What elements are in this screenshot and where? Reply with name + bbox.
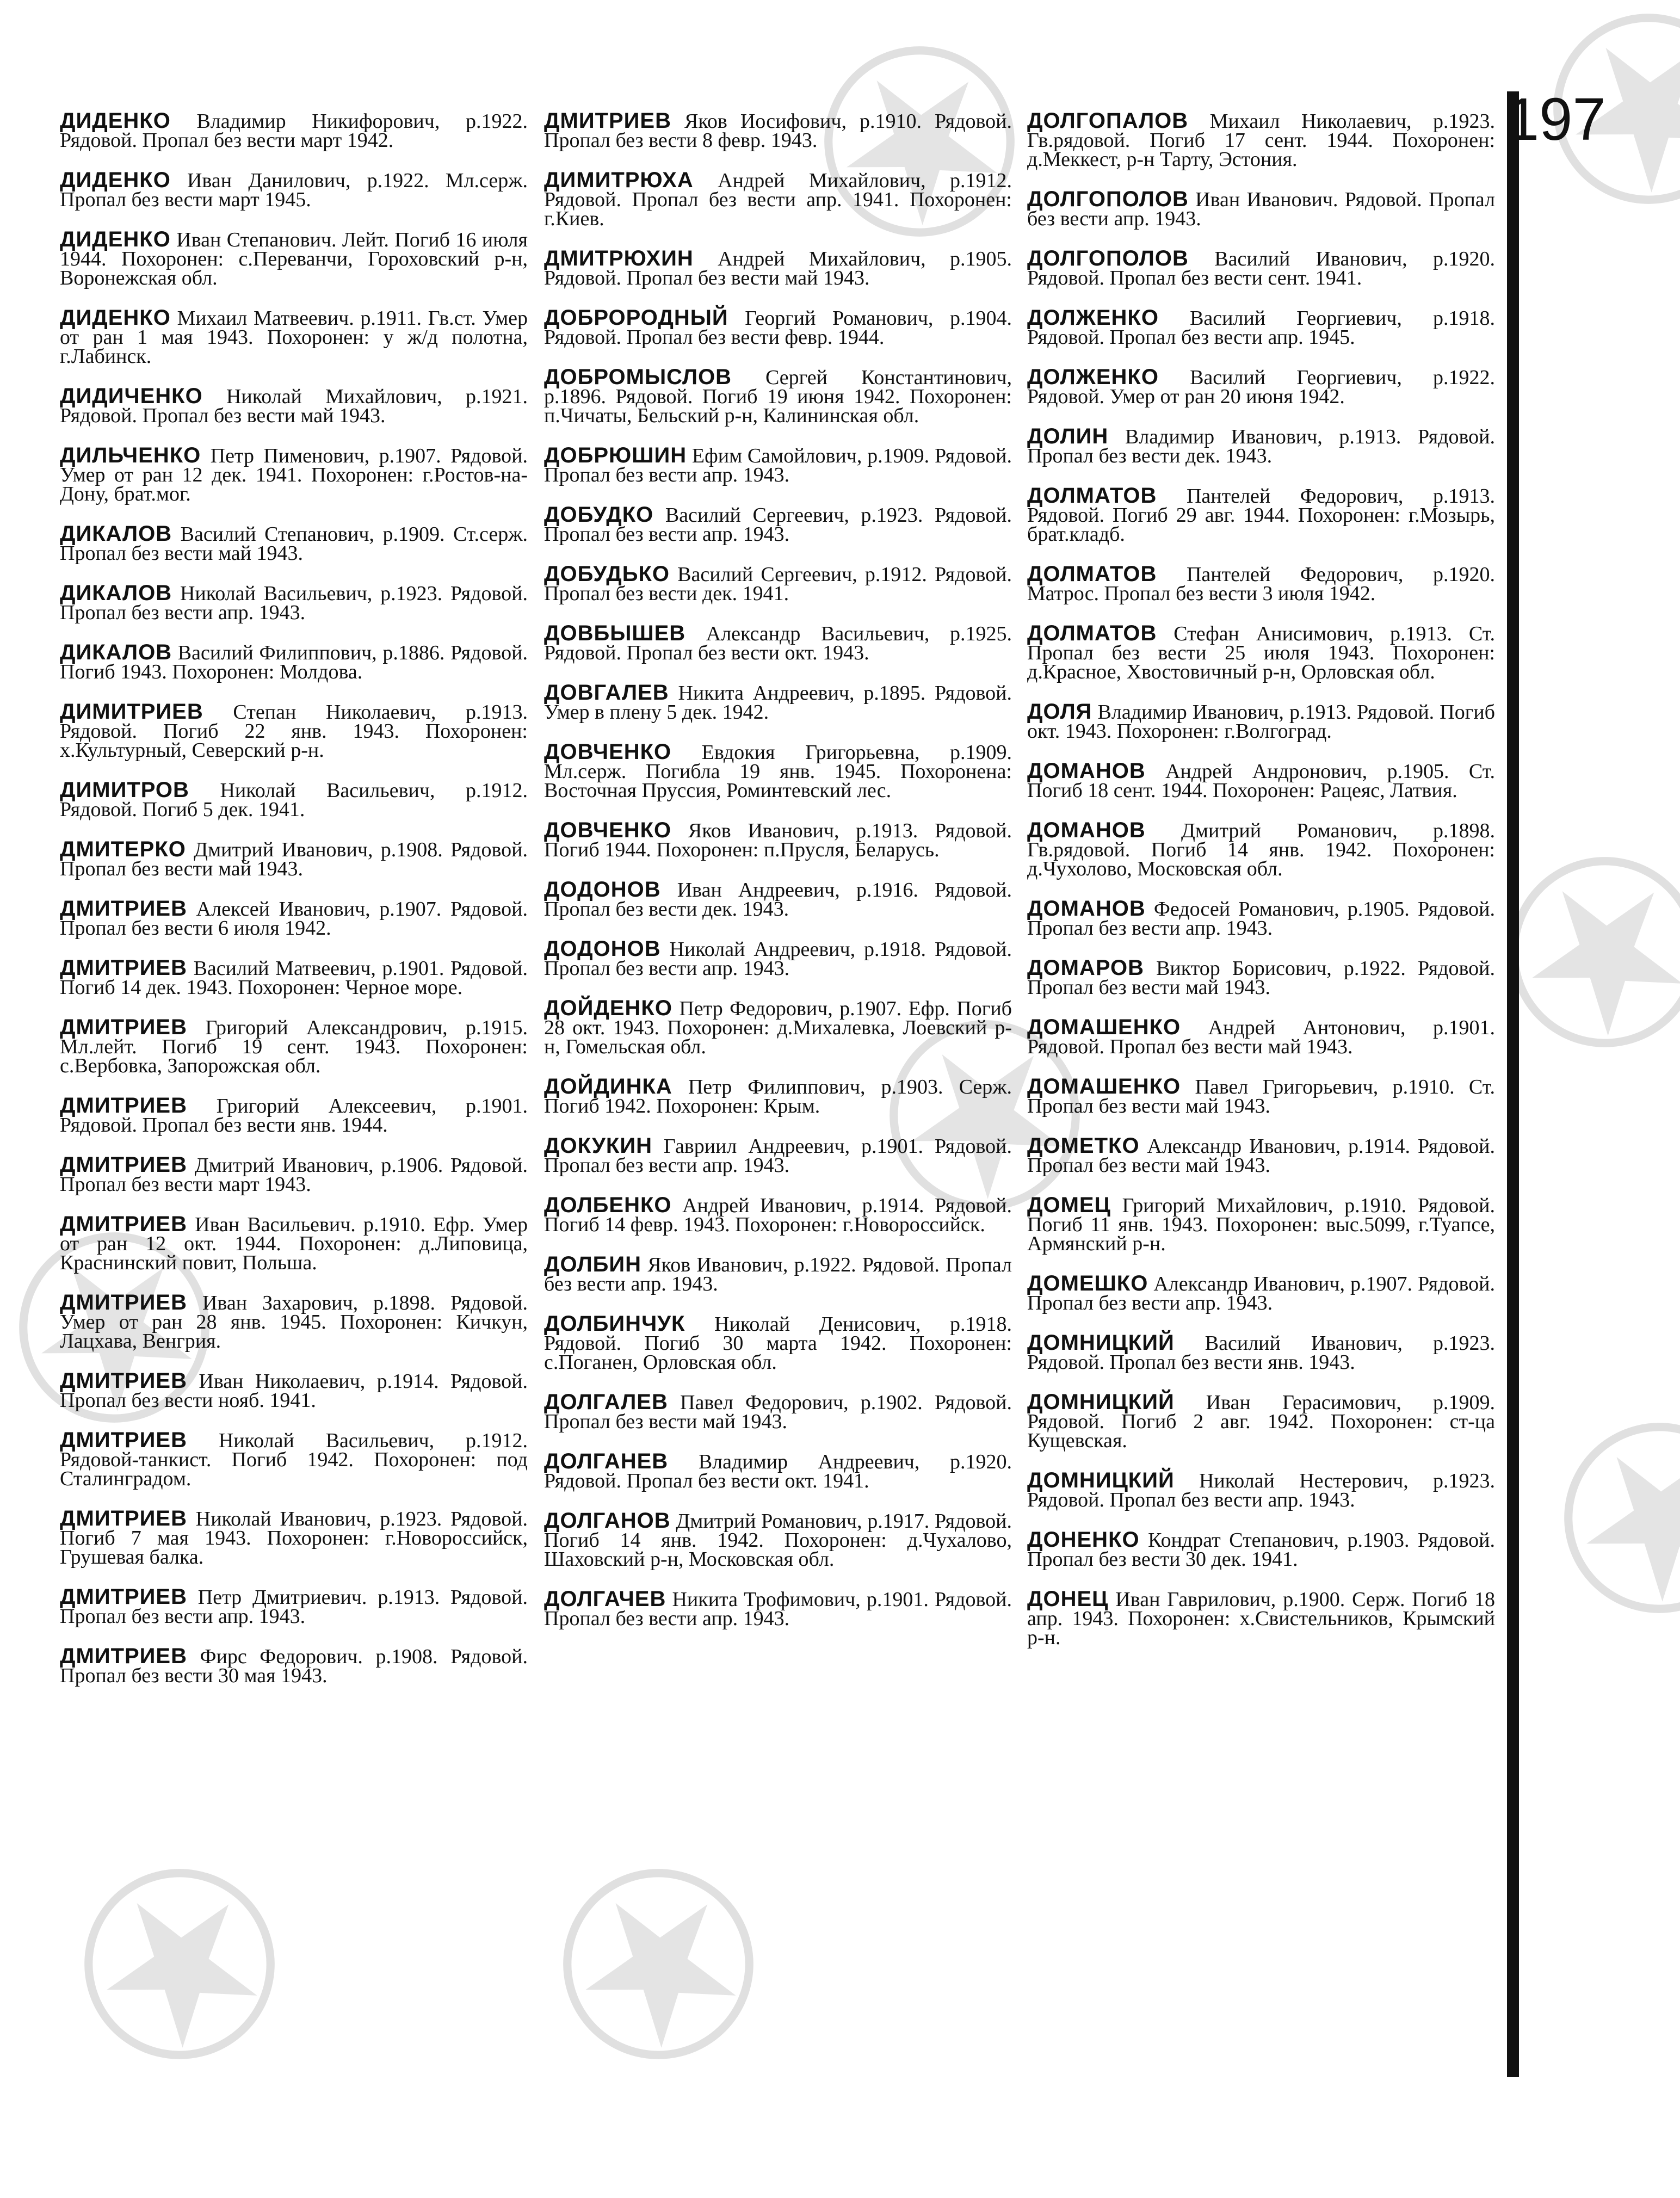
list-item xyxy=(60,524,528,563)
entry-surname: ДОЛМАТОВ xyxy=(1027,484,1157,508)
entry-surname: ДОМЕШКО xyxy=(1027,1271,1148,1295)
entry-surname: ДОВГАЛЕВ xyxy=(544,681,669,705)
list-item xyxy=(1027,1015,1495,1058)
entry-details: Дмитрий Иванович, р.1908. Рядовой. Пропал без вести май 1943. xyxy=(60,838,528,880)
entry-surname: ДОЙДЕНКО xyxy=(544,996,672,1020)
entry-surname: ДМИТРИЕВ xyxy=(60,1212,187,1236)
list-item xyxy=(60,109,528,152)
entry-surname: ДОМАНОВ xyxy=(1027,759,1146,783)
entry-surname: ДМИТРИЕВ xyxy=(60,1585,187,1609)
entry-surname: ДОМАШЕНКО xyxy=(1027,1015,1181,1039)
entry-surname: ДОМЕЦ xyxy=(1027,1193,1111,1217)
entry-details: Владимир Никифорович, р.1922. Рядовой. Пропал без вести март 1942. xyxy=(60,110,528,152)
entry-details: Николай Андреевич, р.1918. Рядовой. Пропал без вести апр. 1943. xyxy=(544,938,1012,980)
column-1 xyxy=(60,109,528,1706)
list-item xyxy=(544,168,1012,230)
entry-details: Владимир Иванович, р.1913. Рядовой. Пропал без вести дек. 1943. xyxy=(1027,425,1495,467)
entry-details: Василий Иванович, р.1923. Рядовой. Пропал без вести янв. 1943. xyxy=(1027,1332,1495,1374)
list-item xyxy=(544,1193,1012,1236)
list-item xyxy=(1027,1271,1495,1314)
entry-surname: ДМИТРИЕВ xyxy=(60,1369,187,1393)
entry-surname: ДОЛГОПОЛОВ xyxy=(1027,187,1189,211)
list-item xyxy=(544,1134,1012,1177)
list-item xyxy=(544,880,1012,919)
entry-surname: ДОВЧЕНКО xyxy=(544,818,672,842)
list-item xyxy=(544,1587,1012,1630)
entry-surname: ДОМНИЦКИЙ xyxy=(1027,1468,1175,1492)
entry-surname: ДИДЕНКО xyxy=(60,227,171,251)
entry-surname: ДОЛГОПАЛОВ xyxy=(1027,109,1189,133)
entry-surname: ДОМЕТКО xyxy=(1027,1134,1140,1158)
list-item xyxy=(544,818,1012,861)
list-item xyxy=(1027,1468,1495,1511)
list-item xyxy=(60,227,528,289)
entry-details: Андрей Антонович, р.1901. Рядовой. Пропал без вести май 1943. xyxy=(1027,1016,1495,1058)
entry-surname: ДИДЕНКО xyxy=(60,109,171,133)
entry-surname: ДОМНИЦКИЙ xyxy=(1027,1331,1175,1355)
entry-surname: ДМИТРИЕВ xyxy=(60,1153,187,1177)
list-item xyxy=(544,996,1012,1058)
entry-details: Николай Васильевич, р.1923. Рядовой. Пропал без вести апр. 1943. xyxy=(60,582,528,624)
list-item xyxy=(60,956,528,999)
list-item xyxy=(544,1252,1012,1295)
entry-surname: ДМИТРИЕВ xyxy=(60,1644,187,1668)
entry-surname: ДИКАЛОВ xyxy=(60,581,172,605)
entry-details: Петр Дмитриевич. р.1913. Рядовой. Пропал без вести апр. 1943. xyxy=(60,1586,528,1628)
entry-details: Андрей Иванович, р.1914. Рядовой. Погиб 14 февр. 1943. Похоронен: г.Новороссийск. xyxy=(544,1194,1012,1236)
list-item xyxy=(544,505,1012,544)
entry-details: Григорий Алексеевич, р.1901. Рядовой. Пропал без вести янв. 1944. xyxy=(60,1095,528,1137)
entry-surname: ДИКАЛОВ xyxy=(60,522,172,546)
entry-surname: ДИМИТРОВ xyxy=(60,778,189,802)
entry-details: Дмитрий Романович, р.1898. Гв.рядовой. Погиб 14 янв. 1942. Похоронен: д.Чухолово, Московская обл. xyxy=(1027,819,1496,880)
entry-details: Дмитрий Романович, р.1917. Рядовой. Погиб 14 янв. 1942. Похоронен: д.Чухалово, Шаховский р-н, Московская обл. xyxy=(544,1510,1012,1571)
entry-surname: ДИДИЧЕНКО xyxy=(60,384,203,408)
list-item xyxy=(544,621,1012,664)
entry-details: Андрей Андронович, р.1905. Ст. Погиб 18 сент. 1944. Похоронен: Рацеяс, Латвия. xyxy=(1027,760,1495,802)
list-item xyxy=(1027,759,1495,802)
entry-details: Андрей Михайлович, р.1912. Рядовой. Пропал без вести апр. 1941. Похоронен: г.Киев. xyxy=(544,169,1012,230)
entry-details: Яков Иосифович, р.1910. Рядовой. Пропал без вести 8 февр. 1943. xyxy=(544,110,1012,152)
entry-details: Андрей Михайлович, р.1905. Рядовой. Пропал без вести май 1943. xyxy=(544,248,1012,289)
list-item xyxy=(60,1212,528,1274)
entry-surname: ДИМИТРЮХА xyxy=(544,168,694,192)
entry-details: Владимир Иванович, р.1913. Рядовой. Погиб окт. 1943. Похоронен: г.Волгоград. xyxy=(1027,701,1496,743)
column-2 xyxy=(544,109,1012,1649)
entry-surname: ДОЙДИНКА xyxy=(544,1075,672,1098)
entry-surname: ДОЛЖЕНКО xyxy=(1027,365,1159,389)
entry-details: Николай Нестерович, р.1923. Рядовой. Пропал без вести апр. 1943. xyxy=(1027,1470,1495,1511)
entry-surname: ДОБРЮШИН xyxy=(544,443,687,467)
watermark-stamp-icon xyxy=(514,1820,802,2108)
entry-details: Василий Георгиевич, р.1918. Рядовой. Пропал без вести апр. 1945. xyxy=(1027,307,1496,349)
list-item xyxy=(1027,1193,1495,1255)
entry-details: Иван Иванович. Рядовой. Пропал без вести апр. 1943. xyxy=(1027,188,1495,230)
entry-details: Василий Георгиевич, р.1922. Рядовой. Умер от ран 20 июня 1942. xyxy=(1027,366,1496,408)
entry-surname: ДОЛГАЛЕВ xyxy=(544,1390,668,1414)
entry-surname: ДОЛМАТОВ xyxy=(1027,562,1157,586)
entry-details: Иван Андреевич, р.1916. Рядовой. Пропал без вести дек. 1943. xyxy=(544,879,1012,921)
entry-details: Петр Федорович, р.1907. Ефр. Погиб 28 окт. 1943. Похоронен: д.Михалевка, Лоевский р-н, Гомельская обл. xyxy=(544,997,1012,1058)
entry-details: Василий Сергеевич, р.1923. Рядовой. Пропал без вести апр. 1943. xyxy=(544,504,1012,546)
page-edge-rule xyxy=(1507,91,1519,2077)
entry-details: Николай Михайлович, р.1921. Рядовой. Пропал без вести май 1943. xyxy=(60,385,528,427)
entry-surname: ДОМАНОВ xyxy=(1027,897,1146,921)
entry-details: Федосей Романович, р.1905. Рядовой. Пропал без вести апр. 1943. xyxy=(1027,898,1496,940)
entry-surname: ДОБРОМЫСЛОВ xyxy=(544,365,732,389)
list-item xyxy=(1027,365,1496,408)
list-item xyxy=(544,1077,1012,1116)
list-item xyxy=(60,778,528,821)
entry-details: Гавриил Андреевич, р.1901. Рядовой. Пропал без вести апр. 1943. xyxy=(544,1135,1012,1177)
entry-details: Фирс Федорович. р.1908. Рядовой. Пропал без вести 30 мая 1943. xyxy=(60,1645,528,1687)
list-item xyxy=(544,562,1012,605)
list-item xyxy=(1027,1134,1496,1177)
list-item xyxy=(60,1369,528,1412)
list-item xyxy=(60,168,528,211)
list-item xyxy=(60,308,528,366)
entry-surname: ДОМАШЕНКО xyxy=(1027,1075,1181,1098)
entry-surname: ДМИТРИЕВ xyxy=(60,1507,187,1530)
entry-details: Николай Денисович, р.1918. Рядовой. Погиб 30 марта 1942. Похоронен: с.Поганен, Орловская обл. xyxy=(544,1313,1012,1374)
column-3 xyxy=(1027,109,1496,1668)
list-item xyxy=(60,1509,528,1567)
entry-details: Петр Филиппович, р.1903. Серж. Погиб 1942. Похоронен: Крым. xyxy=(544,1076,1012,1117)
list-item xyxy=(1027,1390,1496,1452)
list-item xyxy=(544,246,1012,289)
entry-details: Павел Григорьевич, р.1910. Ст. Пропал без вести май 1943. xyxy=(1027,1076,1495,1117)
list-item xyxy=(1027,424,1495,467)
list-item xyxy=(1027,486,1495,544)
list-item xyxy=(60,837,528,880)
list-item xyxy=(544,1449,1012,1492)
list-item xyxy=(1027,621,1496,683)
entry-details: Ефим Самойлович, р.1909. Рядовой. Пропал без вести апр. 1943. xyxy=(544,444,1012,486)
entry-details: Иван Герасимович, р.1909. Рядовой. Погиб 2 авг. 1942. Похоронен: ст-ца Кущевская. xyxy=(1027,1391,1496,1452)
entry-surname: ДИКАЛОВ xyxy=(60,640,172,664)
entry-details: Сергей Константинович, р.1896. Рядовой. Погиб 19 июня 1942. Похоронен: п.Чичаты, Бельский р-н, Калининская обл. xyxy=(544,366,1012,427)
entry-surname: ДИДЕНКО xyxy=(60,306,171,330)
list-item xyxy=(60,1293,528,1351)
entry-surname: ДОНЕЦ xyxy=(1027,1587,1109,1611)
list-item xyxy=(60,1428,528,1490)
list-item xyxy=(1027,1530,1495,1569)
entry-details: Никита Андреевич, р.1895. Рядовой. Умер в плену 5 дек. 1942. xyxy=(544,682,1012,724)
entry-surname: ДОЛГАНОВ xyxy=(544,1509,671,1533)
list-item xyxy=(60,899,528,938)
entry-surname: ДОЛМАТОВ xyxy=(1027,621,1157,645)
entry-surname: ДОЛБИН xyxy=(544,1252,642,1276)
entry-details: Григорий Александрович, р.1915. Мл.лейт. Погиб 19 сент. 1943. Похоронен: с.Вербовка, Запорожская обл. xyxy=(60,1016,528,1077)
list-item xyxy=(60,1153,528,1196)
list-item xyxy=(544,937,1012,980)
entry-details: Иван Гаврилович, р.1900. Серж. Погиб 18 апр. 1943. Похоронен: х.Свистельников, Крымский р-н. xyxy=(1027,1588,1496,1649)
entry-details: Василий Матвеевич, р.1901. Рядовой. Погиб 14 дек. 1943. Похоронен: Черное море. xyxy=(60,957,528,999)
watermark-stamp-icon xyxy=(35,1820,323,2108)
entry-surname: ДОМНИЦКИЙ xyxy=(1027,1390,1175,1414)
entry-details: Яков Иванович, р.1922. Рядовой. Пропал без вести апр. 1943. xyxy=(544,1254,1012,1295)
list-item xyxy=(60,1585,528,1628)
entry-details: Кондрат Степанович, р.1903. Рядовой. Пропал без вести 30 дек. 1941. xyxy=(1027,1529,1496,1571)
entry-details: Василий Иванович, р.1920. Рядовой. Пропал без вести сент. 1941. xyxy=(1027,248,1496,289)
entry-details: Николай Иванович, р.1923. Рядовой. Погиб 7 мая 1943. Похоронен: г.Новороссийск, Грушевая балка. xyxy=(60,1508,528,1569)
list-item xyxy=(544,683,1012,722)
list-item xyxy=(544,308,1012,347)
entry-details: Александр Иванович, р.1907. Рядовой. Пропал без вести апр. 1943. xyxy=(1027,1273,1495,1314)
entry-details: Иван Степанович. Лейт. Погиб 16 июля 1944. Похоронен: с.Переванчи, Гороховский р-н, Воронежская обл. xyxy=(60,229,528,289)
list-item xyxy=(544,740,1012,802)
list-item xyxy=(1027,308,1495,347)
entry-details: Иван Васильевич. р.1910. Ефр. Умер от ран 12 окт. 1944. Похоронен: д.Липовица, Краснинский повит, Польша. xyxy=(60,1213,528,1274)
entry-details: Петр Пименович, р.1907. Рядовой. Умер от ран 12 дек. 1941. Похоронен: г.Ростов-на-Дону, брат.мог. xyxy=(60,444,528,505)
entry-details: Михаил Николаевич, р.1923. Гв.рядовой. Погиб 17 сент. 1944. Похоронен: д.Меккест, р-н Тарту, Эстония. xyxy=(1027,110,1496,171)
entry-details: Виктор Борисович, р.1922. Рядовой. Пропал без вести май 1943. xyxy=(1027,957,1495,999)
entry-surname: ДОЛГАЧЕВ xyxy=(544,1587,666,1611)
entry-surname: ДОВБЫШЕВ xyxy=(544,621,686,645)
entry-surname: ДМИТЕРКО xyxy=(60,837,186,861)
entry-details: Дмитрий Иванович, р.1906. Рядовой. Пропал без вести март 1943. xyxy=(60,1154,528,1196)
entry-surname: ДМИТРИЕВ xyxy=(60,1094,187,1117)
entry-surname: ДОЛБЕНКО xyxy=(544,1193,672,1217)
entry-surname: ДМИТРИЕВ xyxy=(544,109,671,133)
list-item xyxy=(1027,187,1495,230)
list-item xyxy=(60,1015,528,1077)
list-item xyxy=(60,443,528,505)
entry-surname: ДОМАРОВ xyxy=(1027,956,1144,980)
list-item xyxy=(1027,1077,1495,1116)
list-item xyxy=(544,443,1012,486)
entry-details: Александр Васильевич, р.1925. Рядовой. Пропал без вести окт. 1943. xyxy=(544,622,1012,664)
entry-surname: ДМИТРИЕВ xyxy=(60,1015,187,1039)
list-item xyxy=(544,109,1012,152)
list-item xyxy=(544,1511,1012,1569)
entry-surname: ДОЛГОПОЛОВ xyxy=(1027,246,1189,270)
entry-surname: ДИЛЬЧЕНКО xyxy=(60,443,201,467)
entry-details: Пантелей Федорович, р.1920. Матрос. Пропал без вести 3 июля 1942. xyxy=(1027,563,1495,605)
entry-surname: ДОЛГАНЕВ xyxy=(544,1449,669,1473)
list-item xyxy=(1027,562,1495,605)
list-item xyxy=(1027,109,1496,171)
list-item xyxy=(1027,956,1495,999)
entry-surname: ДОВЧЕНКО xyxy=(544,740,672,764)
entry-surname: ДИДЕНКО xyxy=(60,168,171,192)
entry-surname: ДОМАНОВ xyxy=(1027,818,1146,842)
entry-surname: ДМИТРИЕВ xyxy=(60,1291,187,1314)
entry-surname: ДОБУДКО xyxy=(544,503,654,527)
entry-surname: ДОЛЯ xyxy=(1027,700,1092,724)
list-item xyxy=(60,1096,528,1135)
list-item xyxy=(544,1390,1012,1433)
list-item xyxy=(60,702,528,760)
list-item xyxy=(60,1644,528,1687)
list-item xyxy=(1027,702,1495,741)
entry-surname: ДМИТРИЕВ xyxy=(60,956,187,980)
entry-details: Георгий Романович, р.1904. Рядовой. Пропал без вести февр. 1944. xyxy=(544,307,1012,349)
entry-surname: ДМИТРИЕВ xyxy=(60,1428,187,1452)
watermark-stamp-icon xyxy=(1515,1374,1680,1662)
entry-details: Николай Васильевич, р.1912. Рядовой. Погиб 5 дек. 1941. xyxy=(60,779,528,821)
list-item xyxy=(60,581,528,624)
entry-details: Павел Федорович, р.1902. Рядовой. Пропал без вести май 1943. xyxy=(544,1391,1012,1433)
list-item xyxy=(544,365,1012,427)
entry-details: Иван Николаевич, р.1914. Рядовой. Пропал без вести нояб. 1941. xyxy=(60,1370,528,1412)
entry-details: Владимир Андреевич, р.1920. Рядовой. Пропал без вести окт. 1941. xyxy=(544,1450,1012,1492)
entry-details: Иван Захарович, р.1898. Рядовой. Умер от ран 28 янв. 1945. Похоронен: Кичкун, Лацхава, Венгрия. xyxy=(60,1292,528,1353)
entry-details: Алексей Иванович, р.1907. Рядовой. Пропал без вести 6 июля 1942. xyxy=(60,898,528,940)
entry-details: Василий Степанович, р.1909. Ст.серж. Пропал без вести май 1943. xyxy=(60,523,528,565)
list-item xyxy=(60,640,528,683)
entry-surname: ДОКУКИН xyxy=(544,1134,652,1158)
entry-surname: ДОБРОРОДНЫЙ xyxy=(544,306,728,330)
entry-surname: ДОЛЖЕНКО xyxy=(1027,306,1159,330)
entry-details: Григорий Михайлович, р.1910. Рядовой. Погиб 11 янв. 1943. Похоронен: выс.5099, г.Туапсе, Армянский р-н. xyxy=(1027,1194,1495,1255)
list-item xyxy=(1027,818,1496,880)
list-item xyxy=(1027,246,1496,289)
list-item xyxy=(1027,1333,1495,1372)
entry-details: Степан Николаевич, р.1913. Рядовой. Погиб 22 янв. 1943. Похоронен: х.Культурный, Северский р-н. xyxy=(60,701,528,762)
list-item xyxy=(60,384,528,427)
entry-details: Николай Васильевич, р.1912. Рядовой-танкист. Погиб 1942. Похоронен: под Сталинградом. xyxy=(60,1429,528,1490)
entry-surname: ДОДОНОВ xyxy=(544,878,661,902)
entry-surname: ДОДОНОВ xyxy=(544,937,661,961)
entry-details: Василий Филиппович, р.1886. Рядовой. Погиб 1943. Похоронен: Молдова. xyxy=(60,641,528,683)
entry-details: Никита Трофимович, р.1901. Рядовой. Пропал без вести апр. 1943. xyxy=(544,1588,1012,1630)
entry-surname: ДМИТРЮХИН xyxy=(544,246,694,270)
entry-details: Иван Данилович, р.1922. Мл.серж. Пропал без вести март 1945. xyxy=(60,169,528,211)
entry-details: Евдокия Григорьевна, р.1909. Мл.серж. Погибла 19 янв. 1945. Похоронена: Восточная Пруссия, Роминтевский лес. xyxy=(544,741,1012,802)
entry-surname: ДМИТРИЕВ xyxy=(60,897,187,921)
entry-details: Яков Иванович, р.1913. Рядовой. Погиб 1944. Похоронен: п.Пруcля, Беларусь. xyxy=(544,819,1012,861)
entry-details: Михаил Матвеевич. р.1911. Гв.ст. Умер от ран 1 мая 1943. Похоронен: у ж/д полотна, г.Лабинск. xyxy=(60,307,528,368)
entry-surname: ДИМИТРИЕВ xyxy=(60,700,203,724)
entry-surname: ДОЛИН xyxy=(1027,424,1109,448)
list-item xyxy=(1027,899,1495,938)
entry-details: Василий Сергеевич, р.1912. Рядовой. Пропал без вести дек. 1941. xyxy=(544,563,1012,605)
entry-surname: ДОБУДЬКО xyxy=(544,562,670,586)
entry-surname: ДОНЕНКО xyxy=(1027,1528,1140,1552)
entry-details: Александр Иванович, р.1914. Рядовой. Пропал без вести май 1943. xyxy=(1027,1135,1496,1177)
entry-surname: ДОЛБИНЧУК xyxy=(544,1312,685,1336)
list-item xyxy=(544,1314,1012,1372)
entry-details: Пантелей Федорович, р.1913. Рядовой. Погиб 29 авг. 1944. Похоронен: г.Мозырь, брат.кладб. xyxy=(1027,485,1495,546)
entry-details: Стефан Анисимович, р.1913. Ст. Пропал без вести 25 июля 1943. Похоронен: д.Красное, Хвостовичный р-н, Орловская обл. xyxy=(1027,622,1496,683)
list-item xyxy=(1027,1587,1496,1649)
page-number: 197 xyxy=(1506,86,1606,153)
